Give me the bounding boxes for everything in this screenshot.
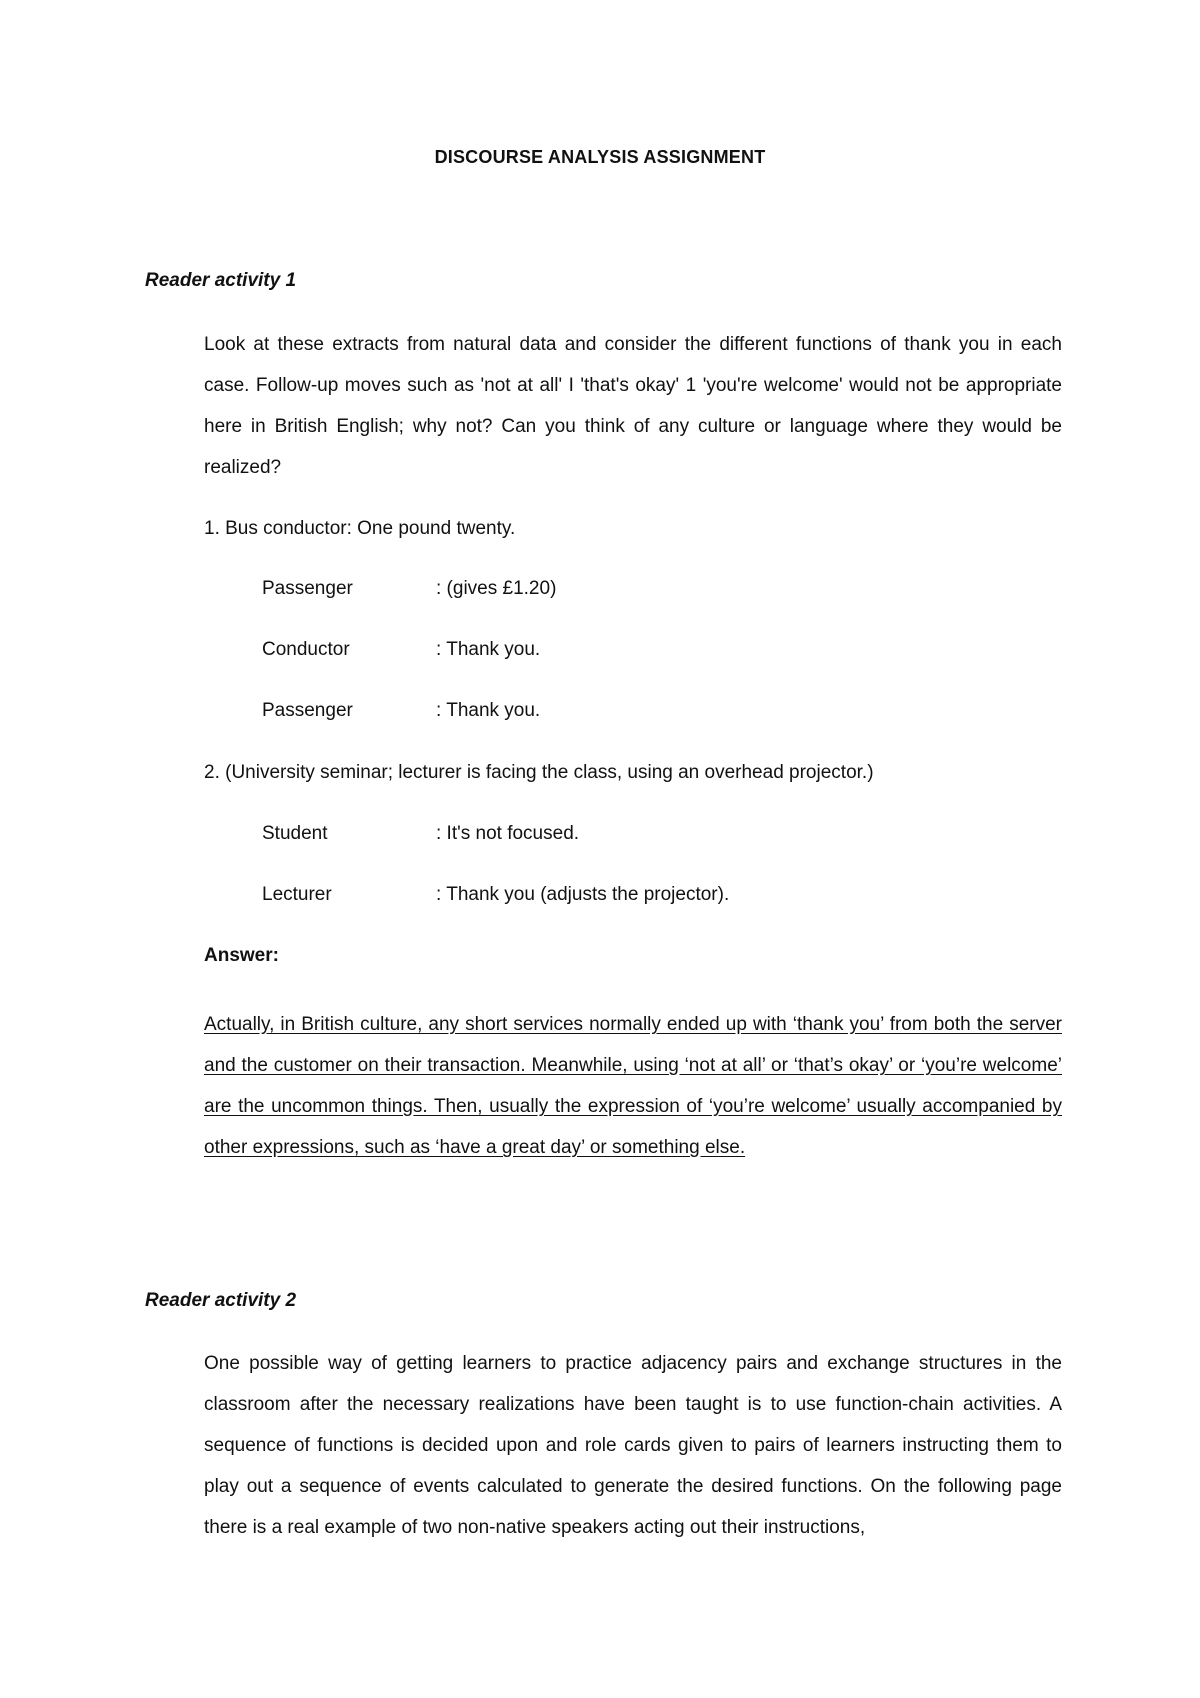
dialogue-line: : It's not focused.	[436, 823, 580, 844]
dialogue-line: : Thank you.	[436, 700, 541, 721]
activity-2-text: One possible way of getting learners to practice adjacency pairs and exchange structures in the classroom after the necessary realizations have been taught is to use function-chain activities. A sequence of functions is decided upon and role cards given to pairs of learners instructing them to play out a sequence of events calculated to generate the desired functions. On the following page there is a real example of two non-native speakers acting out their instructions,	[204, 1353, 1062, 1538]
activity-1-instructions: Look at these extracts from natural data and consider the different functions of thank you in each case. Follow-up moves such as 'not at all' I 'that's okay' 1 'you're welcome' would not be appropriate here in British English; why not? Can you think of any culture or language where they would be realized?	[204, 334, 1062, 478]
dialogue-speaker: Passenger	[262, 700, 353, 721]
dialogue-speaker: Passenger	[262, 578, 353, 599]
answer-label: Answer:	[204, 945, 279, 966]
dialogue-line: : Thank you (adjusts the projector).	[436, 884, 730, 905]
dialogue-line: : (gives £1.20)	[436, 578, 557, 599]
extract-2-intro: 2. (University seminar; lecturer is facing the class, using an overhead projector.)	[204, 762, 874, 783]
activity-1-heading: Reader activity 1	[145, 270, 297, 291]
document-title: DISCOURSE ANALYSIS ASSIGNMENT	[434, 147, 766, 167]
activity-2-heading: Reader activity 2	[145, 1290, 297, 1311]
dialogue-speaker: Conductor	[262, 639, 350, 660]
dialogue-speaker: Student	[262, 823, 328, 844]
extract-1-intro: 1. Bus conductor: One pound twenty.	[204, 518, 516, 539]
dialogue-speaker: Lecturer	[262, 884, 332, 905]
dialogue-line: : Thank you.	[436, 639, 541, 660]
answer-text: Actually, in British culture, any short services normally ended up with ‘thank you’ from both the server and the customer on their transaction. Meanwhile, using ‘not at all’ or ‘that’s okay’ or ‘you’re welcome’ are the uncommon things. Then, usually the expression of ‘you’re welcome’ usually accompanied by other expressions, such as ‘have a great day’ or something else.	[204, 1014, 1062, 1158]
